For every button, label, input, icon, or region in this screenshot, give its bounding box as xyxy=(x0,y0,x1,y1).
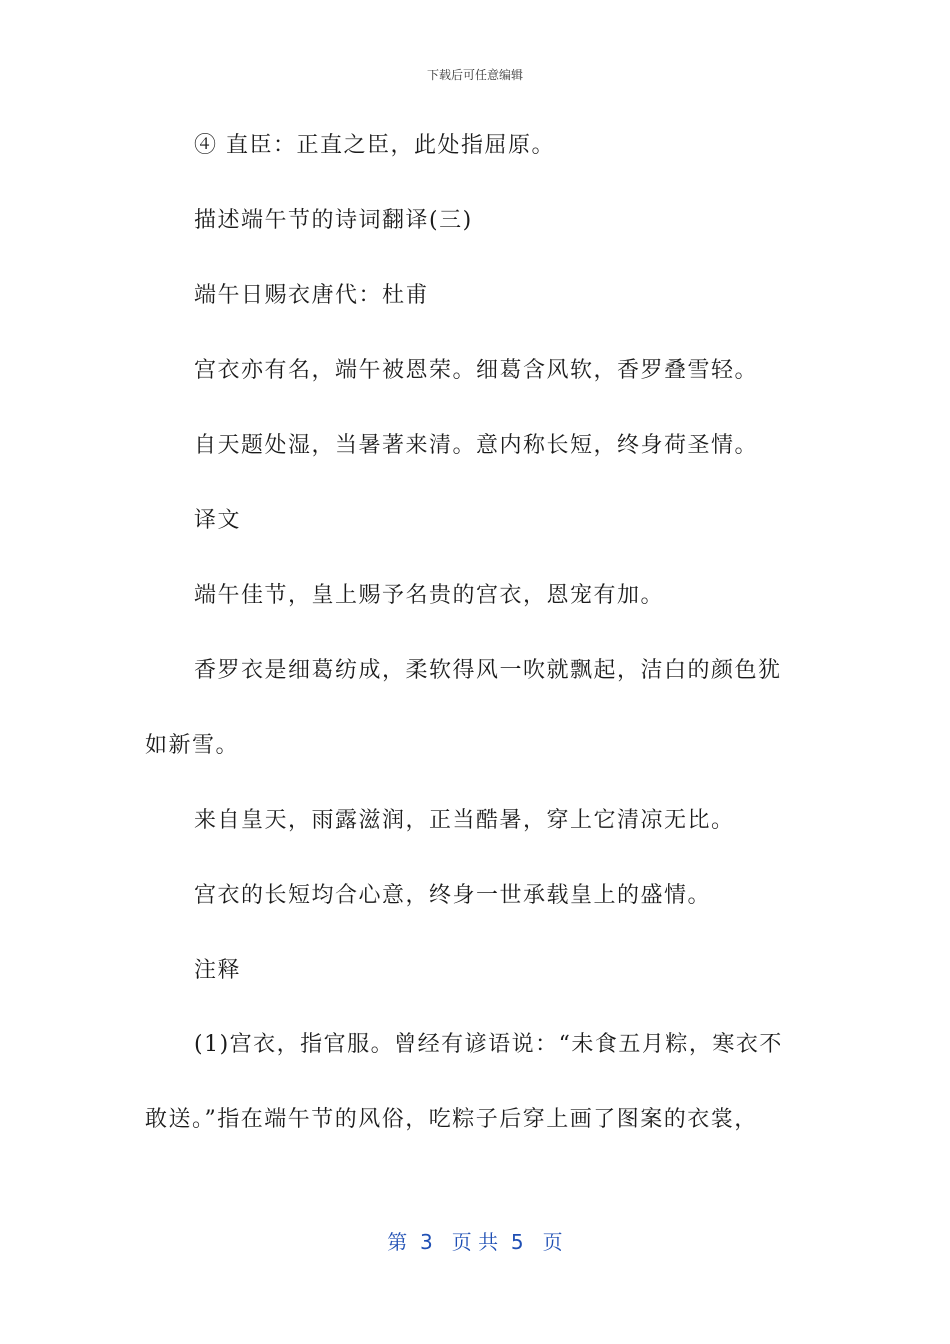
translation-line-2: 香罗衣是细葛纺成，柔软得风一吹就飘起，洁白的颜色犹 xyxy=(194,658,782,683)
section-title: 描述端午节的诗词翻译(三) xyxy=(194,208,473,233)
page-footer: 第 3 页 共 5 页 xyxy=(387,1230,563,1254)
translation-line-2-cont: 如新雪。 xyxy=(145,733,240,758)
translation-line-1: 端午佳节，皇上赐予名贵的宫衣，恩宠有加。 xyxy=(194,583,665,608)
notes-heading: 注释 xyxy=(194,958,242,983)
page-header: 下载后可任意编辑 xyxy=(426,68,523,82)
poem-title: 端午日赐衣唐代：杜甫 xyxy=(194,283,430,308)
annotation-line-4: ④ 直臣：正直之臣，此处指屈原。 xyxy=(194,133,555,158)
poem-line-2: 自天题处湿，当暑著来清。意内称长短，终身荷圣情。 xyxy=(194,433,759,458)
note-1-cont: 敢送。”指在端午节的风俗，吃粽子后穿上画了图案的衣裳， xyxy=(145,1107,758,1132)
note-1: (1)宫衣，指官服。曾经有谚语说：“未食五月粽，寒衣不 xyxy=(194,1032,783,1057)
translation-line-3: 来自皇天，雨露滋润，正当酷暑，穿上它清凉无比。 xyxy=(194,808,735,833)
translation-line-4: 宫衣的长短均合心意，终身一世承载皇上的盛情。 xyxy=(194,883,712,908)
poem-line-1: 宫衣亦有名，端午被恩荣。细葛含风软，香罗叠雪轻。 xyxy=(194,358,759,383)
translation-heading: 译文 xyxy=(194,508,242,533)
